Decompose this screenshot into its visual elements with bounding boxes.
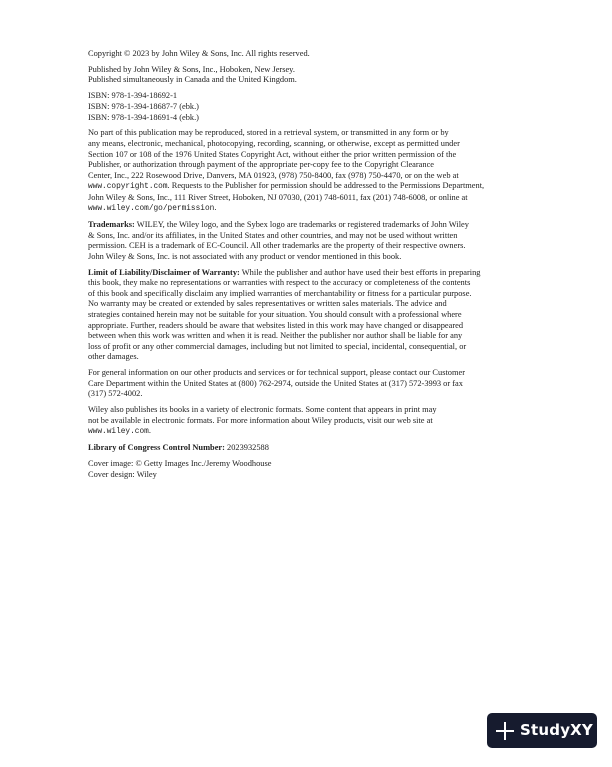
text-line	[88, 268, 548, 279]
permission-url[interactable]: www.wiley.com/go/permission	[88, 205, 215, 214]
loc-label: Library of Congress Control Number:	[88, 443, 225, 453]
isbn-list	[88, 91, 548, 123]
text-segment: .	[148, 426, 151, 436]
text-line: Care Department within the United States at (800) 762-2974, outside the United States at (317) 572-3993 or fax	[88, 378, 463, 388]
text-line: John Wiley & Sons, Inc., 111 River Street, Hoboken, NJ 07030, (201) 748-6011, fax (201) 748-6008, or online at	[88, 192, 468, 202]
publisher-info	[88, 65, 548, 86]
text-line: No warranty may be created or extended by sales representatives or written sales materials. The advice and	[88, 299, 447, 309]
liability-label: Limit of Liability/Disclaimer of Warranty:	[88, 267, 240, 277]
text-line: strategies contained herein may not be suitable for your situation. You should consult with a professional where	[88, 309, 462, 319]
text-segment: .	[214, 203, 217, 213]
text-line: any means, electronic, mechanical, photocopying, recording, scanning, or otherwise, except as permitted under	[88, 139, 460, 148]
isbn-line: ISBN: 978-1-394-18692-1	[88, 91, 178, 101]
text-line: & Sons, Inc. and/or its affiliates, in the United States and other countries, and may not be used without written	[88, 230, 458, 240]
watermark-brand: StudyXY	[520, 721, 593, 739]
cover-credits	[88, 459, 548, 480]
text-line: permission. CEH is a trademark of EC-Council. All other trademarks are the property of their respective owners.	[88, 241, 466, 251]
text-line: John Wiley & Sons, Inc. is not associated with any product or vendor mentioned in this book.	[88, 251, 402, 261]
copyright-url[interactable]: www.copyright.com	[88, 183, 168, 192]
electronic-formats-paragraph	[88, 405, 548, 438]
text-line: appropriate. Further, readers should be aware that websites listed in this work may have changed or disappeared	[88, 320, 464, 330]
text-line: between when this work was written and when it is read. Neither the publisher nor author shall be liable for any	[88, 331, 463, 341]
text-line: Copyright © 2023 by John Wiley & Sons, Inc. All rights reserved.	[88, 49, 310, 58]
wiley-url[interactable]: www.wiley.com	[88, 428, 149, 437]
copyright-notice	[88, 49, 548, 60]
loc-value: 2023932588	[224, 443, 269, 453]
text-line: For general information on our other products and services or for technical support, please contact our Customer	[88, 368, 465, 378]
text-line: Center, Inc., 222 Rosewood Drive, Danvers, MA 01923, (978) 750-8400, fax (978) 750-4470, or on the web at	[88, 170, 459, 180]
text-line: No part of this publication may be reproduced, stored in a retrieval system, or transmitted in any form or by	[88, 128, 449, 138]
loc-number	[88, 443, 548, 454]
isbn-line: ISBN: 978-1-394-18687-7 (ebk.)	[88, 101, 199, 111]
text-line: (317) 572-4002.	[88, 389, 143, 399]
trademarks-label: Trademarks:	[88, 220, 135, 230]
text-line: other damages.	[88, 352, 139, 362]
text-line: Section 107 or 108 of the 1976 United States Copyright Act, without either the prior written permission of the	[88, 149, 457, 159]
plus-icon	[495, 721, 515, 741]
text-line: of this book and specifically disclaim any implied warranties of merchantability or fitness for a particular purpose.	[88, 288, 472, 298]
text-segment: WILEY, the Wiley logo, and the Sybex logo are trademarks or registered trademarks of John Wiley	[134, 220, 469, 230]
text-line: Cover image: © Getty Images Inc./Jeremy Woodhouse	[88, 459, 272, 469]
text-line: not be available in electronic formats. For more information about Wiley products, visit our web site at	[88, 415, 433, 425]
copyright-page	[88, 49, 548, 486]
text-line: loss of profit or any other commercial damages, including but not limited to special, incidental, consequential, or	[88, 341, 467, 351]
text-line: Published by John Wiley & Sons, Inc., Hoboken, New Jersey.	[88, 64, 295, 74]
text-segment: . Requests to the Publisher for permission should be addressed to the Permissions Department,	[167, 181, 485, 191]
isbn-line: ISBN: 978-1-394-18691-4 (ebk.)	[88, 112, 199, 122]
liability-paragraph	[88, 268, 548, 363]
text-line	[88, 220, 548, 231]
text-line: Wiley also publishes its books in a variety of electronic formats. Some content that appears in print may	[88, 405, 437, 415]
text-line	[88, 426, 548, 438]
text-line	[88, 181, 548, 193]
text-line: this book, they make no representations or warranties with respect to the accuracy or completeness of the contents	[88, 278, 471, 288]
general-info-paragraph	[88, 368, 548, 400]
text-line: Publisher, or authorization through payment of the appropriate per-copy fee to the Copyright Clearance	[88, 160, 435, 170]
text-line: Cover design: Wiley	[88, 469, 157, 479]
permissions-paragraph	[88, 128, 548, 214]
text-line	[88, 203, 548, 215]
studyxy-watermark	[487, 713, 597, 748]
text-line	[88, 443, 548, 454]
text-segment: While the publisher and author have used their best efforts in preparing	[239, 267, 481, 277]
text-line: Published simultaneously in Canada and the United Kingdom.	[88, 75, 297, 85]
trademarks-paragraph	[88, 220, 548, 262]
